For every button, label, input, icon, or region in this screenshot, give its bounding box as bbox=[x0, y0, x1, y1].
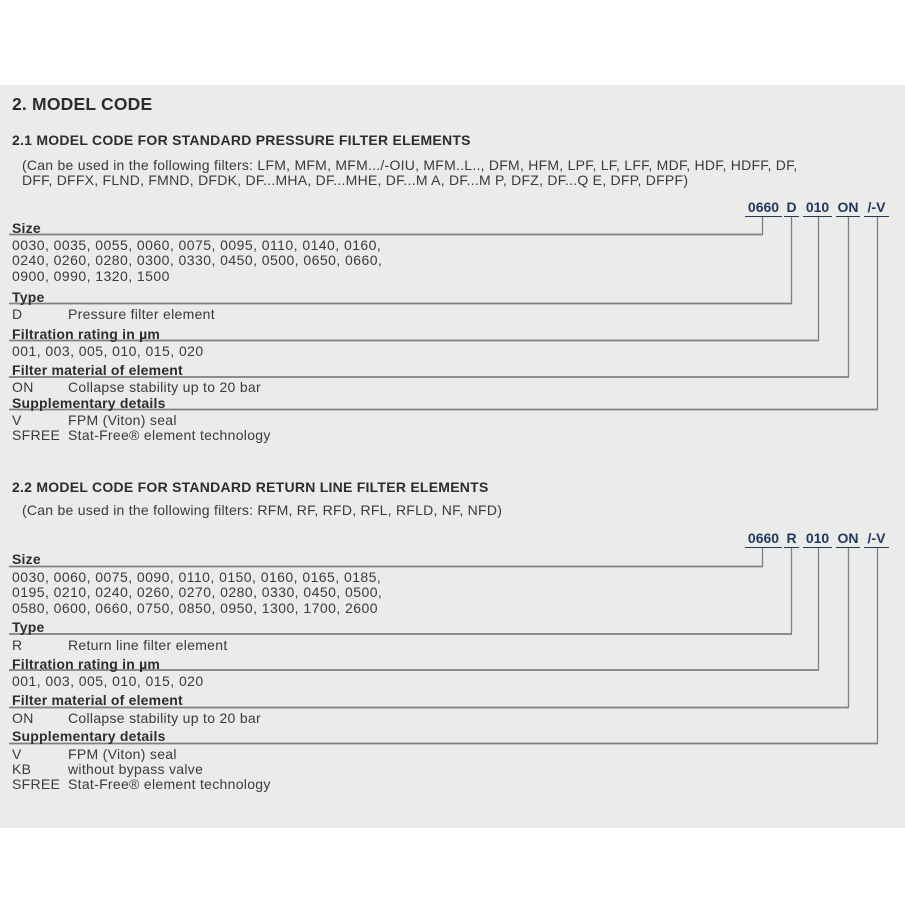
entry-code: V bbox=[12, 746, 22, 762]
group-label-supplementary: Supplementary details bbox=[12, 395, 166, 411]
entry-row bbox=[12, 761, 203, 777]
entry-desc: Stat-Free® element technology bbox=[68, 776, 271, 792]
group-label-filter-material: Filter material of element bbox=[12, 362, 183, 378]
group-label-filtration-rating: Filtration rating in µm bbox=[12, 326, 160, 342]
entry-row bbox=[12, 776, 271, 792]
size-values-line: 0195, 0210, 0240, 0260, 0270, 0280, 0330, 0450, 0500, bbox=[12, 584, 383, 600]
size-values-line: 0030, 0035, 0055, 0060, 0075, 0095, 0110, 0140, 0160, bbox=[12, 237, 382, 253]
entry-code: R bbox=[12, 637, 23, 653]
entry-row bbox=[12, 306, 215, 322]
size-values-line: 0900, 0990, 1320, 1500 bbox=[12, 268, 170, 284]
filtration-rating-values: 001, 003, 005, 010, 015, 020 bbox=[12, 343, 204, 359]
section-2-1-filters-note-line-2: DFF, DFFX, FLND, FMND, DFDK, DF...MHA, DF...MHE, DF...M A, DF...M P, DFZ, DF...Q E, DFP, DFPF) bbox=[22, 172, 689, 188]
model-code-segment-type: R bbox=[784, 531, 799, 548]
model-code-segment-supplementary: /-V bbox=[864, 200, 889, 217]
entry-code: V bbox=[12, 412, 22, 428]
entry-desc: Return line filter element bbox=[68, 637, 228, 653]
entry-code: ON bbox=[12, 379, 34, 395]
entry-row bbox=[12, 379, 261, 395]
entry-desc: Collapse stability up to 20 bar bbox=[68, 379, 261, 395]
entry-desc: FPM (Viton) seal bbox=[68, 412, 177, 428]
section-2-2-filters-note-line-1: (Can be used in the following filters: RFM, RF, RFD, RFL, RFLD, NF, NFD) bbox=[22, 502, 503, 518]
entry-code: SFREE bbox=[12, 776, 61, 792]
model-code-segment-size: 0660 bbox=[745, 200, 782, 217]
model-code-segment-supplementary: /-V bbox=[864, 531, 889, 548]
entry-row bbox=[12, 412, 177, 428]
size-values-line: 0030, 0060, 0075, 0090, 0110, 0150, 0160, 0165, 0185, bbox=[12, 569, 382, 585]
entry-desc: Stat-Free® element technology bbox=[68, 427, 271, 443]
entry-desc: FPM (Viton) seal bbox=[68, 746, 177, 762]
entry-code: SFREE bbox=[12, 427, 61, 443]
model-code-segment-material: ON bbox=[837, 530, 859, 546]
page-title: 2. MODEL CODE bbox=[12, 94, 153, 114]
group-label-size: Size bbox=[12, 220, 41, 236]
model-code-segment-rating: 010 bbox=[803, 531, 832, 548]
group-label-size: Size bbox=[12, 551, 41, 567]
entry-code: D bbox=[12, 306, 23, 322]
group-label-filtration-rating: Filtration rating in µm bbox=[12, 656, 160, 672]
model-code-segment-type: D bbox=[784, 200, 799, 217]
entry-desc: Pressure filter element bbox=[68, 306, 215, 322]
entry-row bbox=[12, 427, 271, 443]
size-values-line: 0580, 0600, 0660, 0750, 0850, 0950, 1300, 1700, 2600 bbox=[12, 600, 378, 616]
section-2-1-filters-note-line-1: (Can be used in the following filters: LFM, MFM, MFM.../-OIU, MFM..L.., DFM, HFM, LPF, LF, LFF, MDF, HDF, HDFF, DF, bbox=[22, 157, 798, 173]
group-label-supplementary: Supplementary details bbox=[12, 728, 166, 744]
section-2-2-heading: 2.2 MODEL CODE FOR STANDARD RETURN LINE FILTER ELEMENTS bbox=[12, 479, 489, 495]
entry-code: ON bbox=[12, 710, 34, 726]
group-label-type: Type bbox=[12, 289, 45, 305]
group-label-filter-material: Filter material of element bbox=[12, 692, 183, 708]
filtration-rating-values: 001, 003, 005, 010, 015, 020 bbox=[12, 673, 204, 689]
entry-desc: Collapse stability up to 20 bar bbox=[68, 710, 261, 726]
group-label-type: Type bbox=[12, 619, 45, 635]
entry-code: KB bbox=[12, 761, 32, 777]
model-code-segment-size: 0660 bbox=[745, 531, 782, 548]
size-values-line: 0240, 0260, 0280, 0300, 0330, 0450, 0500, 0650, 0660, bbox=[12, 252, 383, 268]
section-2-1-heading: 2.1 MODEL CODE FOR STANDARD PRESSURE FILTER ELEMENTS bbox=[12, 132, 471, 148]
entry-row bbox=[12, 746, 177, 762]
model-code-segment-rating: 010 bbox=[803, 200, 832, 217]
entry-desc: without bypass valve bbox=[68, 761, 204, 777]
entry-row bbox=[12, 710, 261, 726]
entry-row bbox=[12, 637, 228, 653]
model-code-segment-material: ON bbox=[837, 199, 859, 215]
